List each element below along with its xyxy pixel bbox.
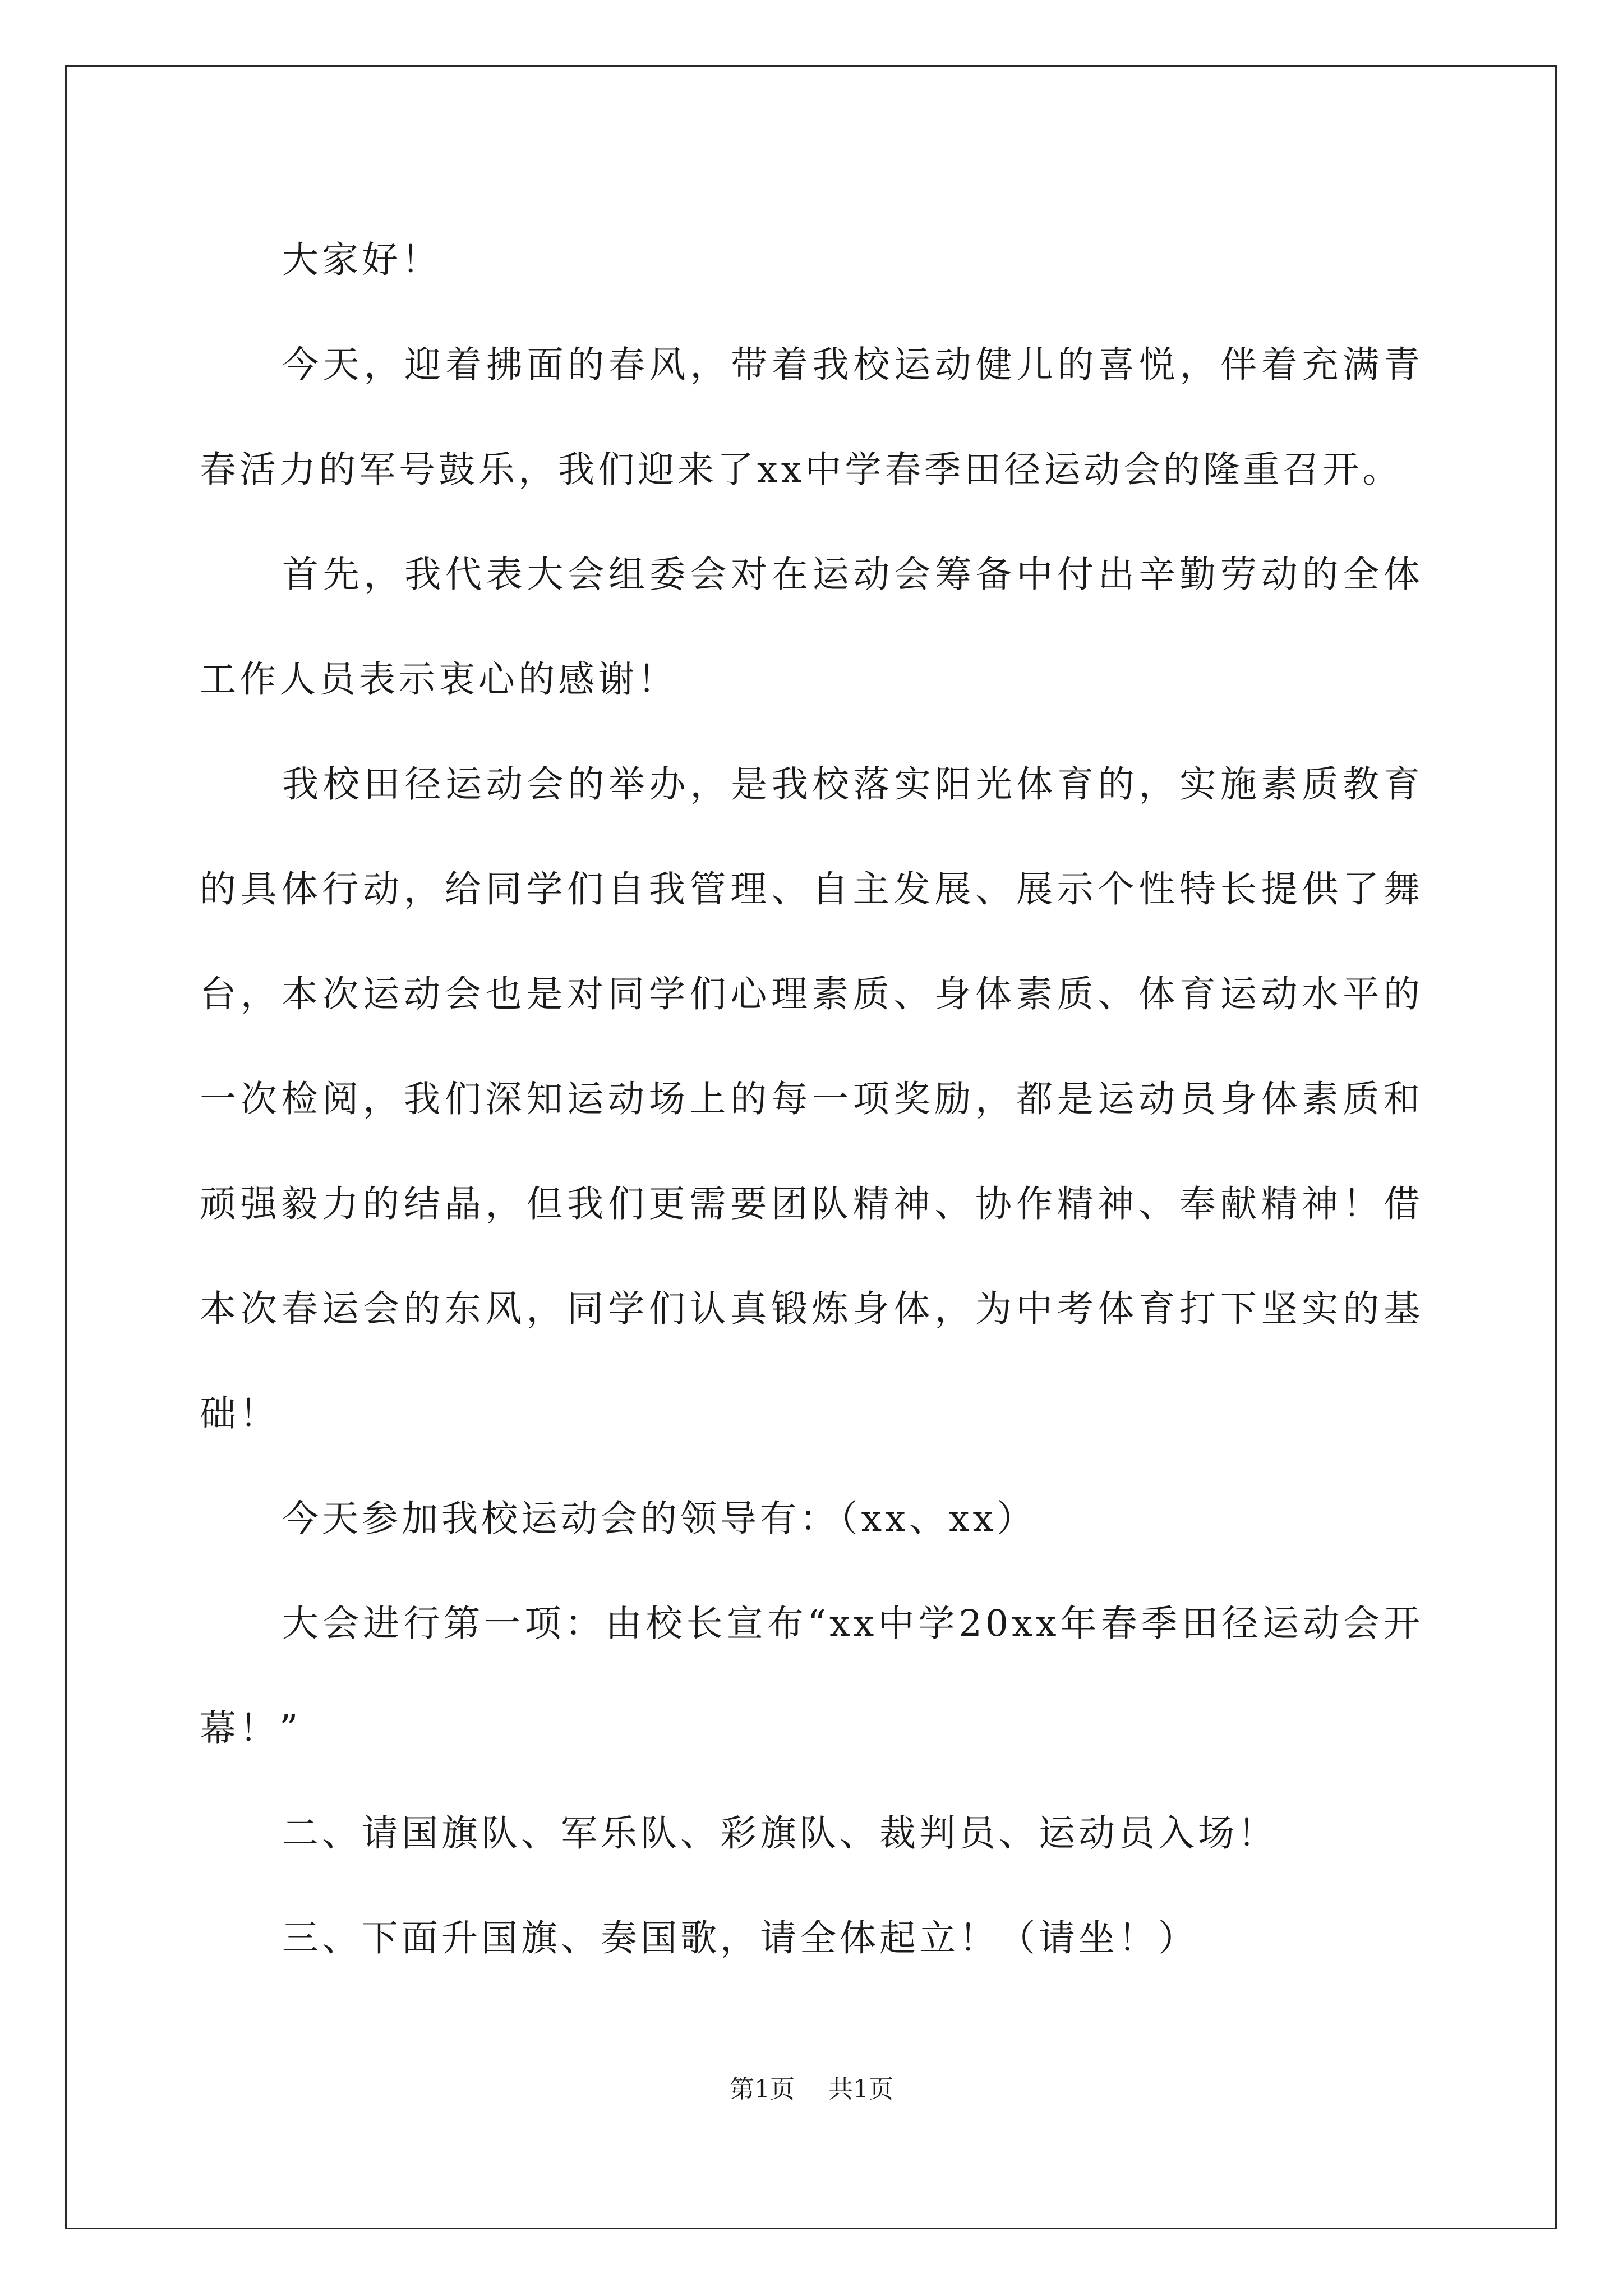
paragraph-greeting: 大家好！ [282, 239, 442, 281]
paragraph-item-three: 三、下面升国旗、奏国歌，请全体起立！（请坐！） [282, 1917, 1198, 1959]
paragraph-opening: 今天，迎着拂面的春风，带着我校运动健儿的喜悦，伴着充满青春活力的军号鼓乐，我们迎来了xx中学春季田径运动会的隆重召开。 [200, 344, 1423, 491]
paragraph-thanks: 首先，我代表大会组委会对在运动会筹备中付出辛勤劳动的全体工作人员表示衷心的感谢！ [200, 554, 1423, 701]
paragraph-item-one: 大会进行第一项：由校长宣布“xx中学20xx年春季田径运动会开幕！” [200, 1603, 1423, 1750]
document-body [200, 208, 1423, 1991]
paragraph-purpose: 我校田径运动会的举办，是我校落实阳光体育的，实施素质教育的具体行动，给同学们自我管理、自主发展、展示个性特长提供了舞台，本次运动会也是对同学们心理素质、身体素质、体育运动水平的一次检阅，我们深知运动场上的每一项奖励，都是运动员身体素质和顽强毅力的结晶，但我们更需要团队精神、协作精神、奉献精神！借本次春运会的东风，同学们认真锻炼身体，为中考体育打下坚实的基础！ [200, 763, 1423, 1435]
paragraph-leaders: 今天参加我校运动会的领导有：（xx、xx） [282, 1498, 1037, 1540]
total-pages: 共1页 [828, 2075, 893, 2104]
page-footer [0, 2073, 1623, 2106]
page-number: 第1页 [730, 2075, 795, 2104]
paragraph-item-two: 二、请国旗队、军乐队、彩旗队、裁判员、运动员入场！ [282, 1812, 1278, 1855]
